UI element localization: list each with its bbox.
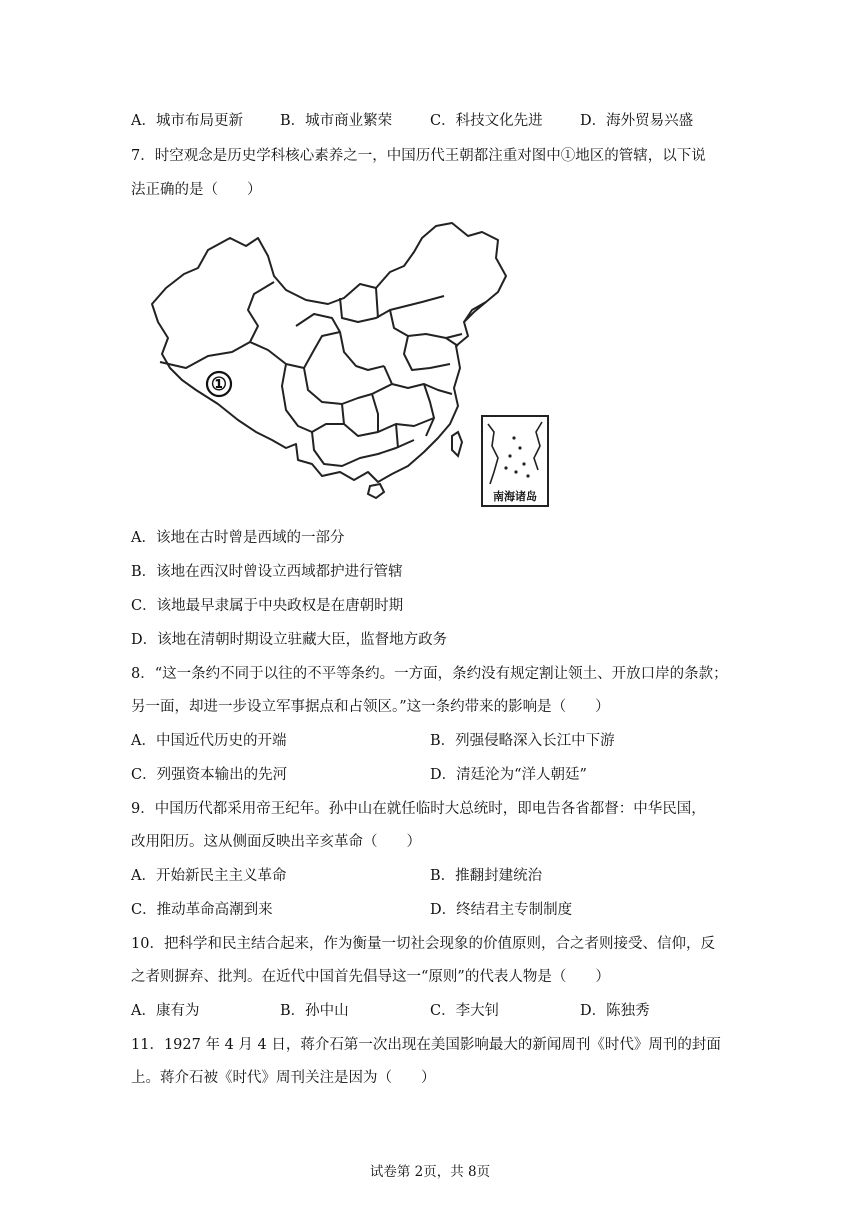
q7-option-a: A．该地在古时曾是西域的一部分	[131, 530, 345, 546]
q6-option-d: D．海外贸易兴盛	[580, 113, 694, 129]
q8-option-d: D．清廷沦为“洋人朝廷”	[430, 767, 587, 783]
q7-option-b: B．该地在西汉时曾设立西域都护进行管辖	[131, 564, 403, 580]
q8-option-b: B．列强侵略深入长江中下游	[430, 733, 615, 749]
q8-stem-line1: 8．“这一条约不同于以往的不平等条约。一方面，条约没有规定割让领土、开放口岸的条款；	[131, 666, 728, 682]
q6-option-b: B．城市商业繁荣	[280, 113, 393, 129]
region-marker-label: ①	[210, 374, 228, 395]
south-china-sea-inset	[482, 416, 548, 506]
q9-option-a: A．开始新民主主义革命	[131, 868, 287, 884]
q9-option-b: B．推翻封建统治	[430, 868, 543, 884]
q6-option-a: A．城市布局更新	[131, 113, 243, 129]
q6-option-c: C．科技文化先进	[430, 113, 543, 129]
q11-stem-line1: 11．1927 年 4 月 4 日，蒋介石第一次出现在美国影响最大的新闻周刊《时代》周刊的封面	[131, 1037, 721, 1053]
q7-stem-line2: 法正确的是（ ）	[131, 182, 262, 198]
q8-stem-line2: 另一面，却进一步设立军事据点和占领区。”这一条约带来的影响是（ ）	[131, 699, 610, 715]
q10-stem-line1: 10．把科学和民主结合起来，作为衡量一切社会现象的价值原则，合之者则接受、信仰，反	[131, 936, 715, 952]
q7-option-d: D．该地在清朝时期设立驻藏大臣，监督地方政务	[131, 632, 448, 648]
q8-option-a: A．中国近代历史的开端	[131, 733, 287, 749]
q11-stem-line2: 上。蒋介石被《时代》周刊关注是因为（ ）	[131, 1070, 436, 1086]
china-map	[146, 218, 556, 512]
inset-label: 南海诸岛	[493, 490, 537, 503]
q10-option-c: C．李大钊	[430, 1003, 500, 1019]
q9-stem-line2: 改用阳历。这从侧面反映出辛亥革命（ ）	[131, 834, 421, 850]
q7-stem-line1: 7．时空观念是历史学科核心素养之一，中国历代王朝都注重对图中①地区的管辖，以下说	[131, 148, 706, 164]
page-footer: 试卷第 2页，共 8页	[369, 1164, 491, 1180]
q10-option-b: B．孙中山	[280, 1003, 349, 1019]
q9-option-c: C．推动革命高潮到来	[131, 902, 273, 918]
q10-stem-line2: 之者则摒弃、批判。在近代中国首先倡导这一“原则”的代表人物是（ ）	[131, 969, 610, 985]
q8-option-c: C．列强资本输出的先河	[131, 767, 288, 783]
q10-option-a: A．康有为	[131, 1003, 200, 1019]
q7-option-c: C．该地最早隶属于中央政权是在唐朝时期	[131, 598, 404, 614]
q10-option-d: D．陈独秀	[580, 1003, 650, 1019]
q9-stem-line1: 9．中国历代都采用帝王纪年。孙中山在就任临时大总统时，即电告各省都督：中华民国，	[131, 801, 706, 817]
q9-option-d: D．终结君主专制制度	[430, 902, 573, 918]
